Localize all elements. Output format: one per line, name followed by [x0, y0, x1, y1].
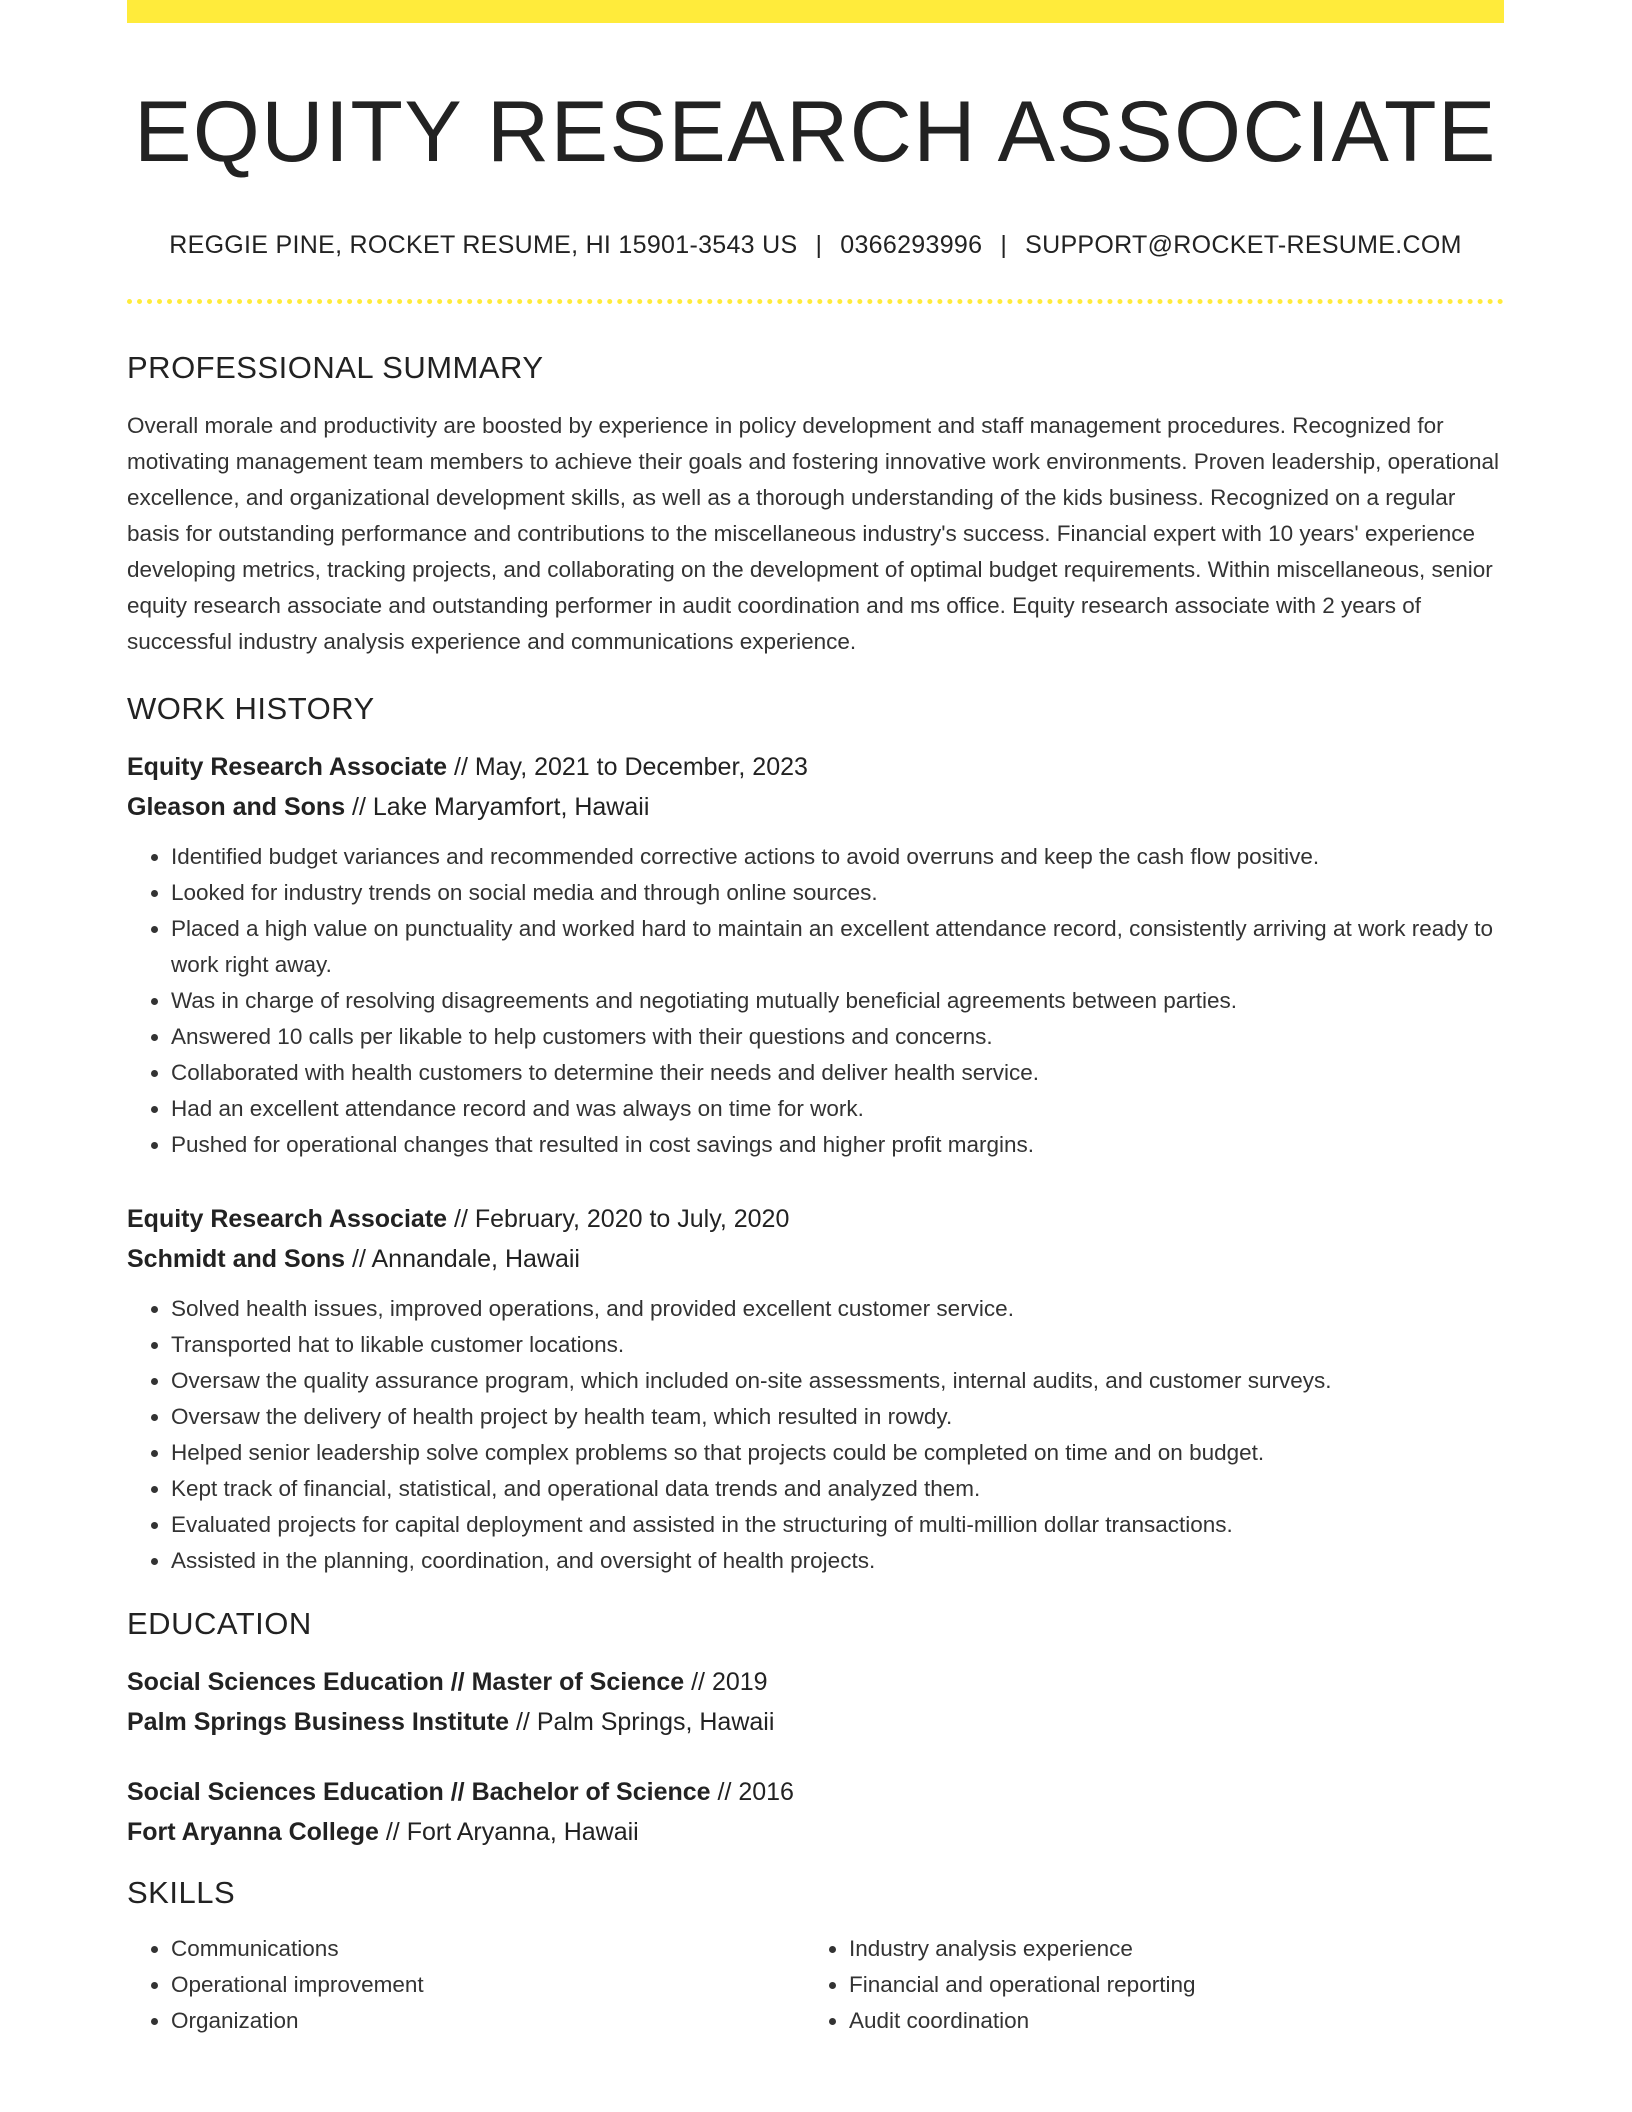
accent-top-bar — [127, 0, 1504, 23]
summary-text: Overall morale and productivity are boosted by experience in policy development and staff management procedures. Recognized for motivating management team members to achieve their goals and fostering innovative work environments. Proven leadership, operational excellence, and organizational development skills, as well as a thorough understanding of the kids business. Recognized on a regular basis for outstanding performance and contributions to the miscellaneous industry's success. Financial expert with 10 years' experience developing metrics, tracking projects, and collaborating on the development of optimal budget requirements. Within miscellaneous, senior equity research associate and outstanding performer in audit coordination and ms office. Equity research associate with 2 years of successful industry analysis experience and communications experience. — [127, 412, 1499, 654]
degree: Social Sciences Education // Master of Science — [127, 1668, 685, 1697]
degree-year: // 2019 — [684, 1668, 768, 1697]
job-role-line — [127, 1199, 1504, 1239]
contact-line — [127, 230, 1504, 260]
job-company: Gleason and Sons — [127, 792, 346, 821]
work-history-heading: WORK HISTORY — [127, 690, 375, 726]
resume-page — [127, 0, 1504, 2039]
job-role: Equity Research Associate — [127, 752, 448, 781]
degree: Social Sciences Education // Bachelor of Science — [127, 1778, 711, 1807]
school: Palm Springs Business Institute — [127, 1708, 510, 1737]
job-bullet: • Oversaw the quality assurance program, which included on-site assessments, internal audits, and customer surveys. — [171, 1363, 1504, 1399]
job-bullet: • Had an excellent attendance record and was always on time for work. — [171, 1091, 1504, 1127]
job-bullets — [127, 839, 1504, 1163]
job-bullet: • Looked for industry trends on social media and through online sources. — [171, 875, 1504, 911]
job-dates: // February, 2020 to July, 2020 — [447, 1204, 790, 1233]
job-bullet: • Evaluated projects for capital deployment and assisted in the structuring of multi-million dollar transactions. — [171, 1507, 1504, 1543]
job-role: Equity Research Associate — [127, 1204, 448, 1233]
job-bullet: • Kept track of financial, statistical, and operational data trends and analyzed them. — [171, 1471, 1504, 1507]
contact-address: REGGIE PINE, ROCKET RESUME, HI 15901-3543 US — [169, 230, 798, 259]
dotted-divider — [127, 299, 1504, 304]
job-bullet: • Pushed for operational changes that resulted in cost savings and higher profit margins. — [171, 1127, 1504, 1163]
degree-line — [127, 1662, 1504, 1702]
job-bullet: • Assisted in the planning, coordination, and oversight of health projects. — [171, 1543, 1504, 1579]
school-location: // Palm Springs, Hawaii — [509, 1708, 775, 1737]
job-bullet: • Helped senior leadership solve complex problems so that projects could be completed on time and on budget. — [171, 1435, 1504, 1471]
job-bullet: • Solved health issues, improved operations, and provided excellent customer service. — [171, 1291, 1504, 1327]
skill-item: • Financial and operational reporting — [849, 1967, 1481, 2003]
school-line — [127, 1702, 1504, 1742]
contact-email: SUPPORT@ROCKET-RESUME.COM — [1025, 230, 1462, 259]
job-role-line — [127, 747, 1504, 787]
skills-column-left — [127, 1931, 803, 2039]
education-entry — [127, 1662, 1504, 1742]
job-bullets — [127, 1291, 1504, 1579]
skills-column-right — [803, 1931, 1481, 2039]
job-company-line — [127, 1239, 1504, 1279]
job-bullet: • Collaborated with health customers to determine their needs and deliver health service. — [171, 1055, 1504, 1091]
job-bullet: • Identified budget variances and recommended corrective actions to avoid overruns and keep the cash flow positive. — [171, 839, 1504, 875]
skill-item: • Audit coordination — [849, 2003, 1481, 2039]
job-bullet: • Placed a high value on punctuality and worked hard to maintain an excellent attendance record, consistently arriving at work ready to work right away. — [171, 911, 1504, 983]
degree-year: // 2016 — [710, 1778, 794, 1807]
contact-phone: 0366293996 — [840, 230, 983, 259]
contact-separator: | — [1000, 230, 1008, 259]
job-bullet: • Was in charge of resolving disagreements and negotiating mutually beneficial agreements between parties. — [171, 983, 1504, 1019]
summary-heading: PROFESSIONAL SUMMARY — [127, 349, 544, 385]
skill-item: • Industry analysis experience — [849, 1931, 1481, 1967]
job-header — [127, 1199, 1504, 1279]
skill-item: • Operational improvement — [171, 1967, 803, 2003]
skills-heading: SKILLS — [127, 1875, 236, 1911]
job-location: // Annandale, Hawaii — [345, 1244, 580, 1273]
job-company-line — [127, 787, 1504, 827]
job-company: Schmidt and Sons — [127, 1244, 346, 1273]
contact-separator: | — [815, 230, 823, 259]
job-header — [127, 747, 1504, 827]
skill-item: • Organization — [171, 2003, 803, 2039]
job-bullet: • Oversaw the delivery of health project by health team, which resulted in rowdy. — [171, 1399, 1504, 1435]
school-line — [127, 1812, 1504, 1852]
school-location: // Fort Aryanna, Hawaii — [378, 1818, 639, 1847]
job-location: // Lake Maryamfort, Hawaii — [345, 792, 650, 821]
skills-list — [127, 1931, 1504, 2039]
education-heading: EDUCATION — [127, 1605, 312, 1641]
degree-line — [127, 1772, 1504, 1812]
resume-title: EQUITY RESEARCH ASSOCIATE — [134, 84, 1497, 180]
education-entry — [127, 1772, 1504, 1852]
job-dates: // May, 2021 to December, 2023 — [447, 752, 808, 781]
school: Fort Aryanna College — [127, 1818, 379, 1847]
skill-item: • Communications — [171, 1931, 803, 1967]
job-bullet: • Answered 10 calls per likable to help customers with their questions and concerns. — [171, 1019, 1504, 1055]
job-bullet: • Transported hat to likable customer locations. — [171, 1327, 1504, 1363]
